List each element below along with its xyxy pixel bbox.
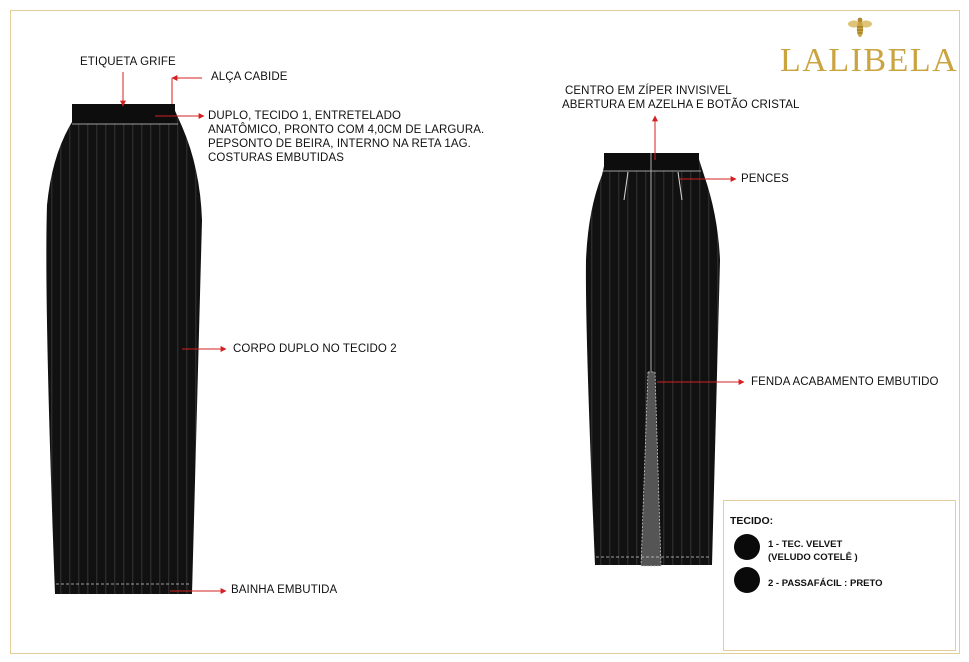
label-cos-2: ANATÔMICO, PRONTO COM 4,0CM DE LARGURA.	[208, 124, 485, 136]
legend-swatch-2	[734, 567, 760, 593]
label-corpo: CORPO DUPLO NO TECIDO 2	[233, 343, 397, 355]
label-etiqueta: ETIQUETA GRIFE	[80, 56, 176, 68]
bee-icon	[847, 14, 873, 40]
legend-title: TECIDO:	[730, 515, 774, 527]
label-alca: ALÇA CABIDE	[211, 71, 288, 83]
label-cos-3: PEPSONTO DE BEIRA, INTERNO NA RETA 1AG.	[208, 138, 471, 150]
front-skirt-body	[46, 104, 202, 594]
brand-logo: LALIBELA	[780, 42, 959, 79]
label-centro: CENTRO EM ZÍPER INVISIVEL	[565, 85, 732, 97]
legend-item-2-line1: 2 - PASSAFÁCIL : PRETO	[768, 578, 883, 589]
legend-swatch-1	[734, 534, 760, 560]
label-cos-4: COSTURAS EMBUTIDAS	[208, 152, 344, 164]
legend-item-1-line1: 1 - TEC. VELVET	[768, 539, 843, 550]
label-abertura: ABERTURA EM AZELHA E BOTÃO CRISTAL	[562, 99, 800, 111]
label-pences: PENCES	[741, 173, 789, 185]
back-skirt	[586, 153, 720, 566]
legend-item-1-line2: (VELUDO COTELÊ )	[768, 552, 858, 563]
back-waistband	[604, 153, 699, 171]
fabric-legend	[723, 500, 956, 651]
front-waistband	[72, 104, 175, 124]
front-skirt	[46, 104, 202, 594]
label-bainha: BAINHA EMBUTIDA	[231, 584, 338, 596]
label-cos-1: DUPLO, TECIDO 1, ENTRETELADO	[208, 110, 402, 122]
label-fenda: FENDA ACABAMENTO EMBUTIDO	[751, 376, 939, 388]
